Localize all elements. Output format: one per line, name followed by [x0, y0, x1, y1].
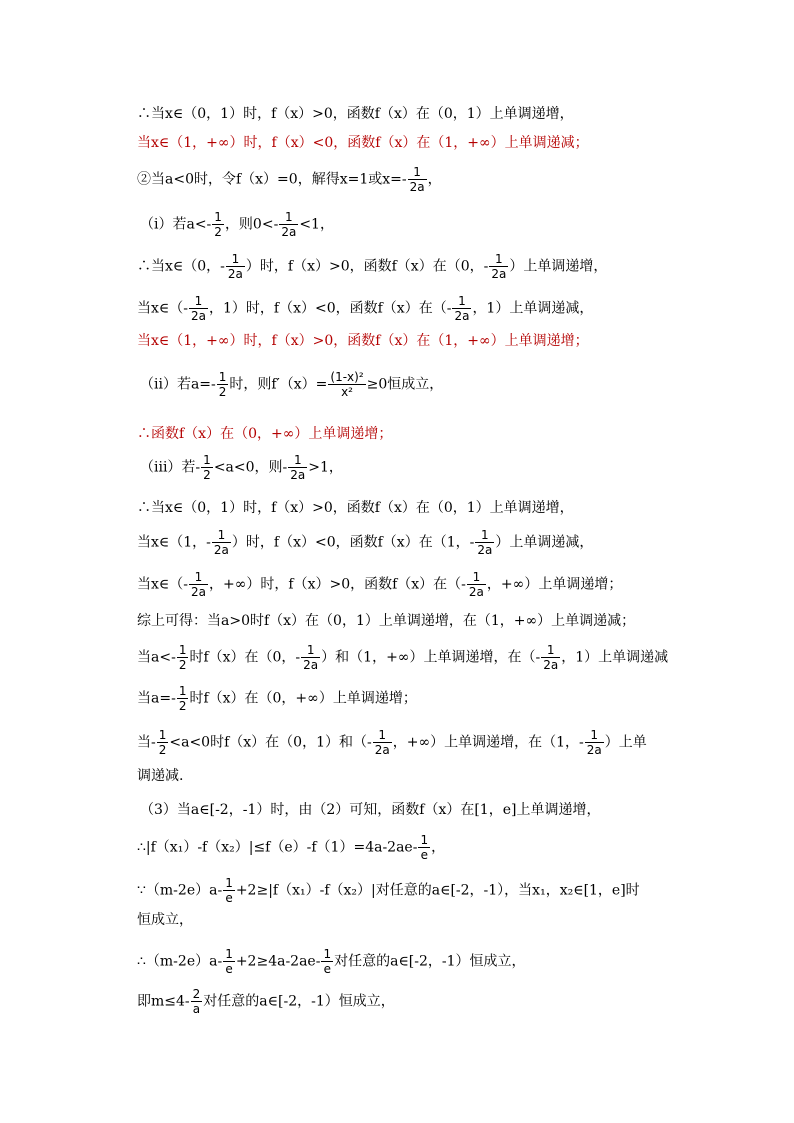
fraction: $\frac{1}{e}$ — [323, 947, 332, 976]
fraction: $\frac{2}{a}$ — [192, 987, 201, 1016]
line-10: （iii）若- $\frac{1}{2}$ <a<0，则- $\frac{1}{2a}$ >1， — [140, 453, 343, 482]
fraction: $\frac{1}{2a}$ — [281, 210, 297, 239]
fraction: $\frac{1}{2a}$ — [586, 728, 602, 757]
fraction: $\frac{1}{2}$ — [158, 728, 167, 757]
fraction: $\frac{1}{2a}$ — [303, 643, 319, 672]
line-24: 即m≤4- $\frac{2}{a}$ 对任意的a∈[-2，-1）恒成立， — [137, 987, 395, 1016]
line-19: （3）当a∈[-2，-1）时，由（2）可知，函数f（x）在[1，e]上单调递增， — [140, 802, 601, 818]
line-23: ∴（m-2e）a- $\frac{1}{e}$ +2≥4a-2ae- $\frac{1}{e}$ 对任意的a∈[-2，-1）恒成立， — [137, 947, 526, 976]
fraction: $\frac{1}{2}$ — [218, 370, 227, 399]
line-4: （i）若a<- $\frac{1}{2}$ ，则0<- $\frac{1}{2a}$ <1， — [140, 210, 334, 239]
fraction: $\frac{1}{2a}$ — [191, 294, 206, 323]
fraction: $\frac{1}{2}$ — [178, 643, 187, 672]
fraction: $\frac{1}{2a}$ — [454, 294, 470, 323]
line-2: 当x∈（1，+∞）时，f（x）<0，函数f（x）在（1，+∞）上单调递减； — [137, 135, 589, 151]
line-11: ∴当x∈（0，1）时，f（x）>0，函数f（x）在（0，1）上单调递增， — [137, 500, 574, 516]
line-15: 当a<- $\frac{1}{2}$ 时f（x）在（0，- $\frac{1}{2a}$ ）和（1，+∞）上单调递增，在（- $\frac{1}{2a}$ ，1）上单调递减 — [137, 643, 669, 672]
fraction: $\frac{1}{2a}$ — [227, 252, 243, 281]
fraction: $\frac{1}{2a}$ — [191, 570, 206, 599]
fraction: $\frac{1}{2a}$ — [477, 528, 493, 557]
line-8: （ii）若a=- $\frac{1}{2}$ 时，则f′（x）= $\frac{\text{(1-x)²}}{\text{x²}}$ ≥0恒成立， — [140, 370, 444, 399]
line-12: 当x∈（1，- $\frac{1}{2a}$ ）时，f（x）<0，函数f（x）在（1，- $\frac{1}{2a}$ ）上单调递减， — [137, 528, 594, 557]
fraction: $\frac{1}{2a}$ — [409, 165, 425, 194]
fraction: $\frac{1}{2a}$ — [213, 528, 229, 557]
fraction: $\frac{1}{2a}$ — [491, 252, 507, 281]
line-21: ∵（m-2e）a- $\frac{1}{e}$ +2≥|f（x₁）-f（x₂）|对任意的a∈[-2，-1），当x₁，x₂∈[1，e]时 — [137, 876, 640, 905]
line-1: ∴当x∈（0，1）时，f（x）>0，函数f（x）在（0，1）上单调递增， — [137, 106, 574, 122]
fraction: $\frac{1}{2}$ — [178, 684, 187, 713]
fraction: $\frac{1}{e}$ — [225, 947, 233, 976]
line-22: 恒成立， — [137, 912, 193, 928]
line-18: 调递减. — [137, 768, 184, 784]
fraction: $\frac{\text{(1-x)²}}{\text{x²}}$ — [330, 370, 364, 399]
line-5: ∴当x∈（0，- $\frac{1}{2a}$ ）时，f（x）>0，函数f（x）在（0，- $\frac{1}{2a}$ ）上单调递增， — [137, 252, 608, 281]
line-6: 当x∈（- $\frac{1}{2a}$ ，1）时，f（x）<0，函数f（x）在（- $\frac{1}{2a}$ ，1）上单调递减， — [137, 294, 594, 323]
fraction: $\frac{1}{e}$ — [420, 833, 429, 862]
fraction: $\frac{1}{2a}$ — [543, 643, 559, 672]
line-16: 当a=- $\frac{1}{2}$ 时f（x）在（0，+∞）上单调递增； — [137, 684, 417, 713]
line-7: 当x∈（1，+∞）时，f（x）>0，函数f（x）在（1，+∞）上单调递增； — [137, 333, 589, 349]
line-17: 当- $\frac{1}{2}$ <a<0时f（x）在（0，1）和（- $\frac{1}{2a}$ ，+∞）上单调递增，在（1，- $\frac{1}{2a}$ ）上单 — [137, 728, 647, 757]
fraction: $\frac{1}{2a}$ — [374, 728, 390, 757]
fraction: $\frac{1}{2}$ — [203, 453, 211, 482]
line-13: 当x∈（- $\frac{1}{2a}$ ，+∞）时，f（x）>0，函数f（x）在（- $\frac{1}{2a}$ ，+∞）上单调递增； — [137, 570, 623, 599]
fraction: $\frac{1}{e}$ — [225, 876, 233, 905]
fraction: $\frac{1}{2a}$ — [290, 453, 306, 482]
fraction: $\frac{1}{2}$ — [214, 210, 222, 239]
line-14: 综上可得：当a>0时f（x）在（0，1）上单调递增，在（1，+∞）上单调递减； — [137, 613, 636, 629]
line-9: ∴函数f（x）在（0，+∞）上单调递增； — [137, 426, 393, 442]
line-3: ②当a<0时，令f（x）=0，解得x=1或x=- $\frac{1}{2a}$ ， — [137, 165, 442, 194]
fraction: $\frac{1}{2a}$ — [468, 570, 484, 599]
line-20: ∴|f（x₁）-f（x₂）|≤f（e）-f（1）=4a-2ae- $\frac{1}{e}$ ， — [137, 833, 446, 862]
